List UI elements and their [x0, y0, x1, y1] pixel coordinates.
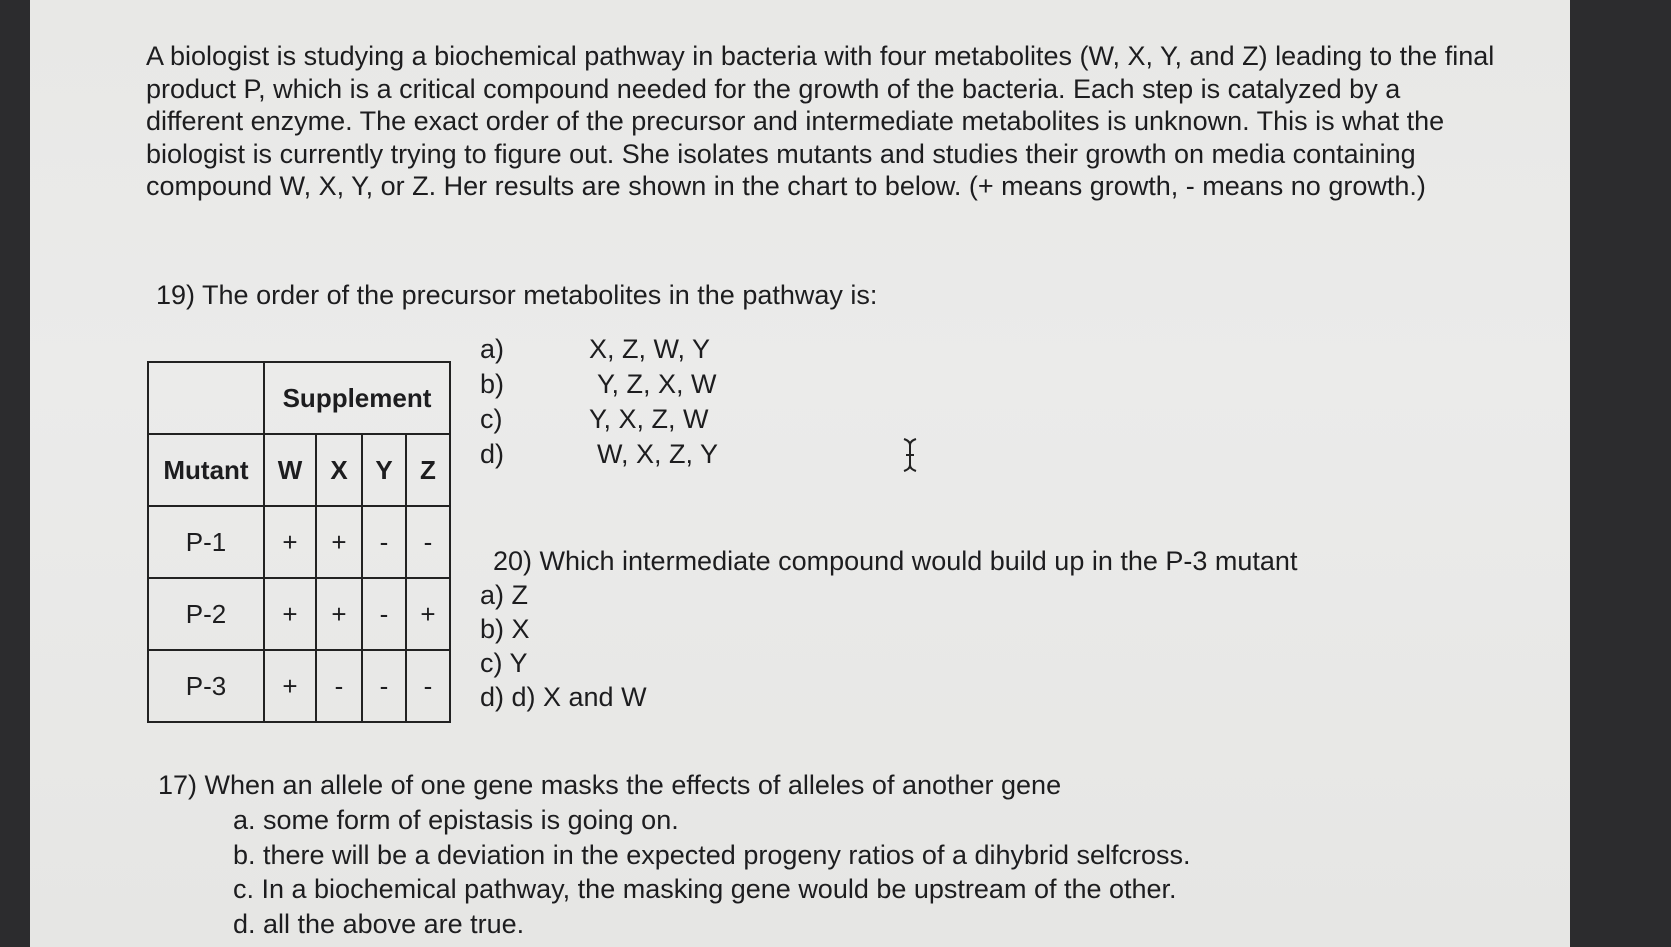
cell-p1-x: + [316, 506, 362, 578]
question-17: 17) When an allele of one gene masks the effects of alleles of another gene [158, 770, 1062, 800]
q19-option-a-letter: a) [480, 334, 505, 364]
q20-option-d: d) d) X and W [480, 682, 647, 712]
column-header-x: X [316, 434, 362, 506]
q19-option-d-letter: d) [480, 439, 505, 469]
table-corner-cell [148, 362, 264, 434]
cell-p2-z: + [406, 578, 450, 650]
column-header-z: Z [406, 434, 450, 506]
table-row [148, 506, 450, 578]
q20-option-b: b) X [480, 614, 530, 644]
table-row [148, 650, 450, 722]
row-label-p2: P-2 [148, 578, 264, 650]
cell-p3-y: - [362, 650, 406, 722]
q19-option-c-text: Y, X, Z, W [589, 404, 709, 434]
cell-p3-z: - [406, 650, 450, 722]
mutant-header: Mutant [148, 434, 264, 506]
q17-option-a: a. some form of epistasis is going on. [233, 805, 679, 835]
intro-paragraph: A biologist is studying a biochemical pathway in bacteria with four metabolites (W, X, Y, and Z) leading to the final product P, which is a critical compound needed for the growth of the bacteria. Each step is catalyzed by a different enzyme. The exact order of the precursor and intermediate metabolites is unknown. This is what the biologist is currently trying to figure out. She isolates mutants and studies their growth on media containing compound W, X, Y, or Z. Her results are shown in the chart to below. (+ means growth, - means no growth.) [146, 41, 1495, 201]
q17-option-b: b. there will be a deviation in the expected progeny ratios of a dihybrid selfcross. [233, 840, 1191, 870]
cell-p2-x: + [316, 578, 362, 650]
q19-option-d-text: W, X, Z, Y [597, 439, 719, 469]
cell-p2-w: + [264, 578, 316, 650]
cell-p3-w: + [264, 650, 316, 722]
question-20: 20) Which intermediate compound would build up in the P-3 mutant [493, 546, 1298, 576]
table-row [148, 578, 450, 650]
q19-option-a-text: X, Z, W, Y [589, 334, 711, 364]
q19-option-b-text: Y, Z, X, W [597, 369, 717, 399]
cell-p1-z: - [406, 506, 450, 578]
row-label-p1: P-1 [148, 506, 264, 578]
column-header-y: Y [362, 434, 406, 506]
mutant-growth-table [147, 361, 451, 723]
q19-option-c-letter: c) [480, 404, 503, 434]
cell-p1-w: + [264, 506, 316, 578]
text-cursor-icon [900, 435, 920, 475]
cell-p2-y: - [362, 578, 406, 650]
question-19: 19) The order of the precursor metabolites in the pathway is: [156, 280, 878, 310]
cell-p3-x: - [316, 650, 362, 722]
cell-p1-y: - [362, 506, 406, 578]
supplement-header: Supplement [264, 362, 450, 434]
q20-option-c: c) Y [480, 648, 528, 678]
q17-option-d: d. all the above are true. [233, 909, 525, 939]
q17-option-c: c. In a biochemical pathway, the masking gene would be upstream of the other. [233, 874, 1177, 904]
q19-option-b-letter: b) [480, 369, 505, 399]
q20-option-a: a) Z [480, 580, 529, 610]
row-label-p3: P-3 [148, 650, 264, 722]
column-header-w: W [264, 434, 316, 506]
